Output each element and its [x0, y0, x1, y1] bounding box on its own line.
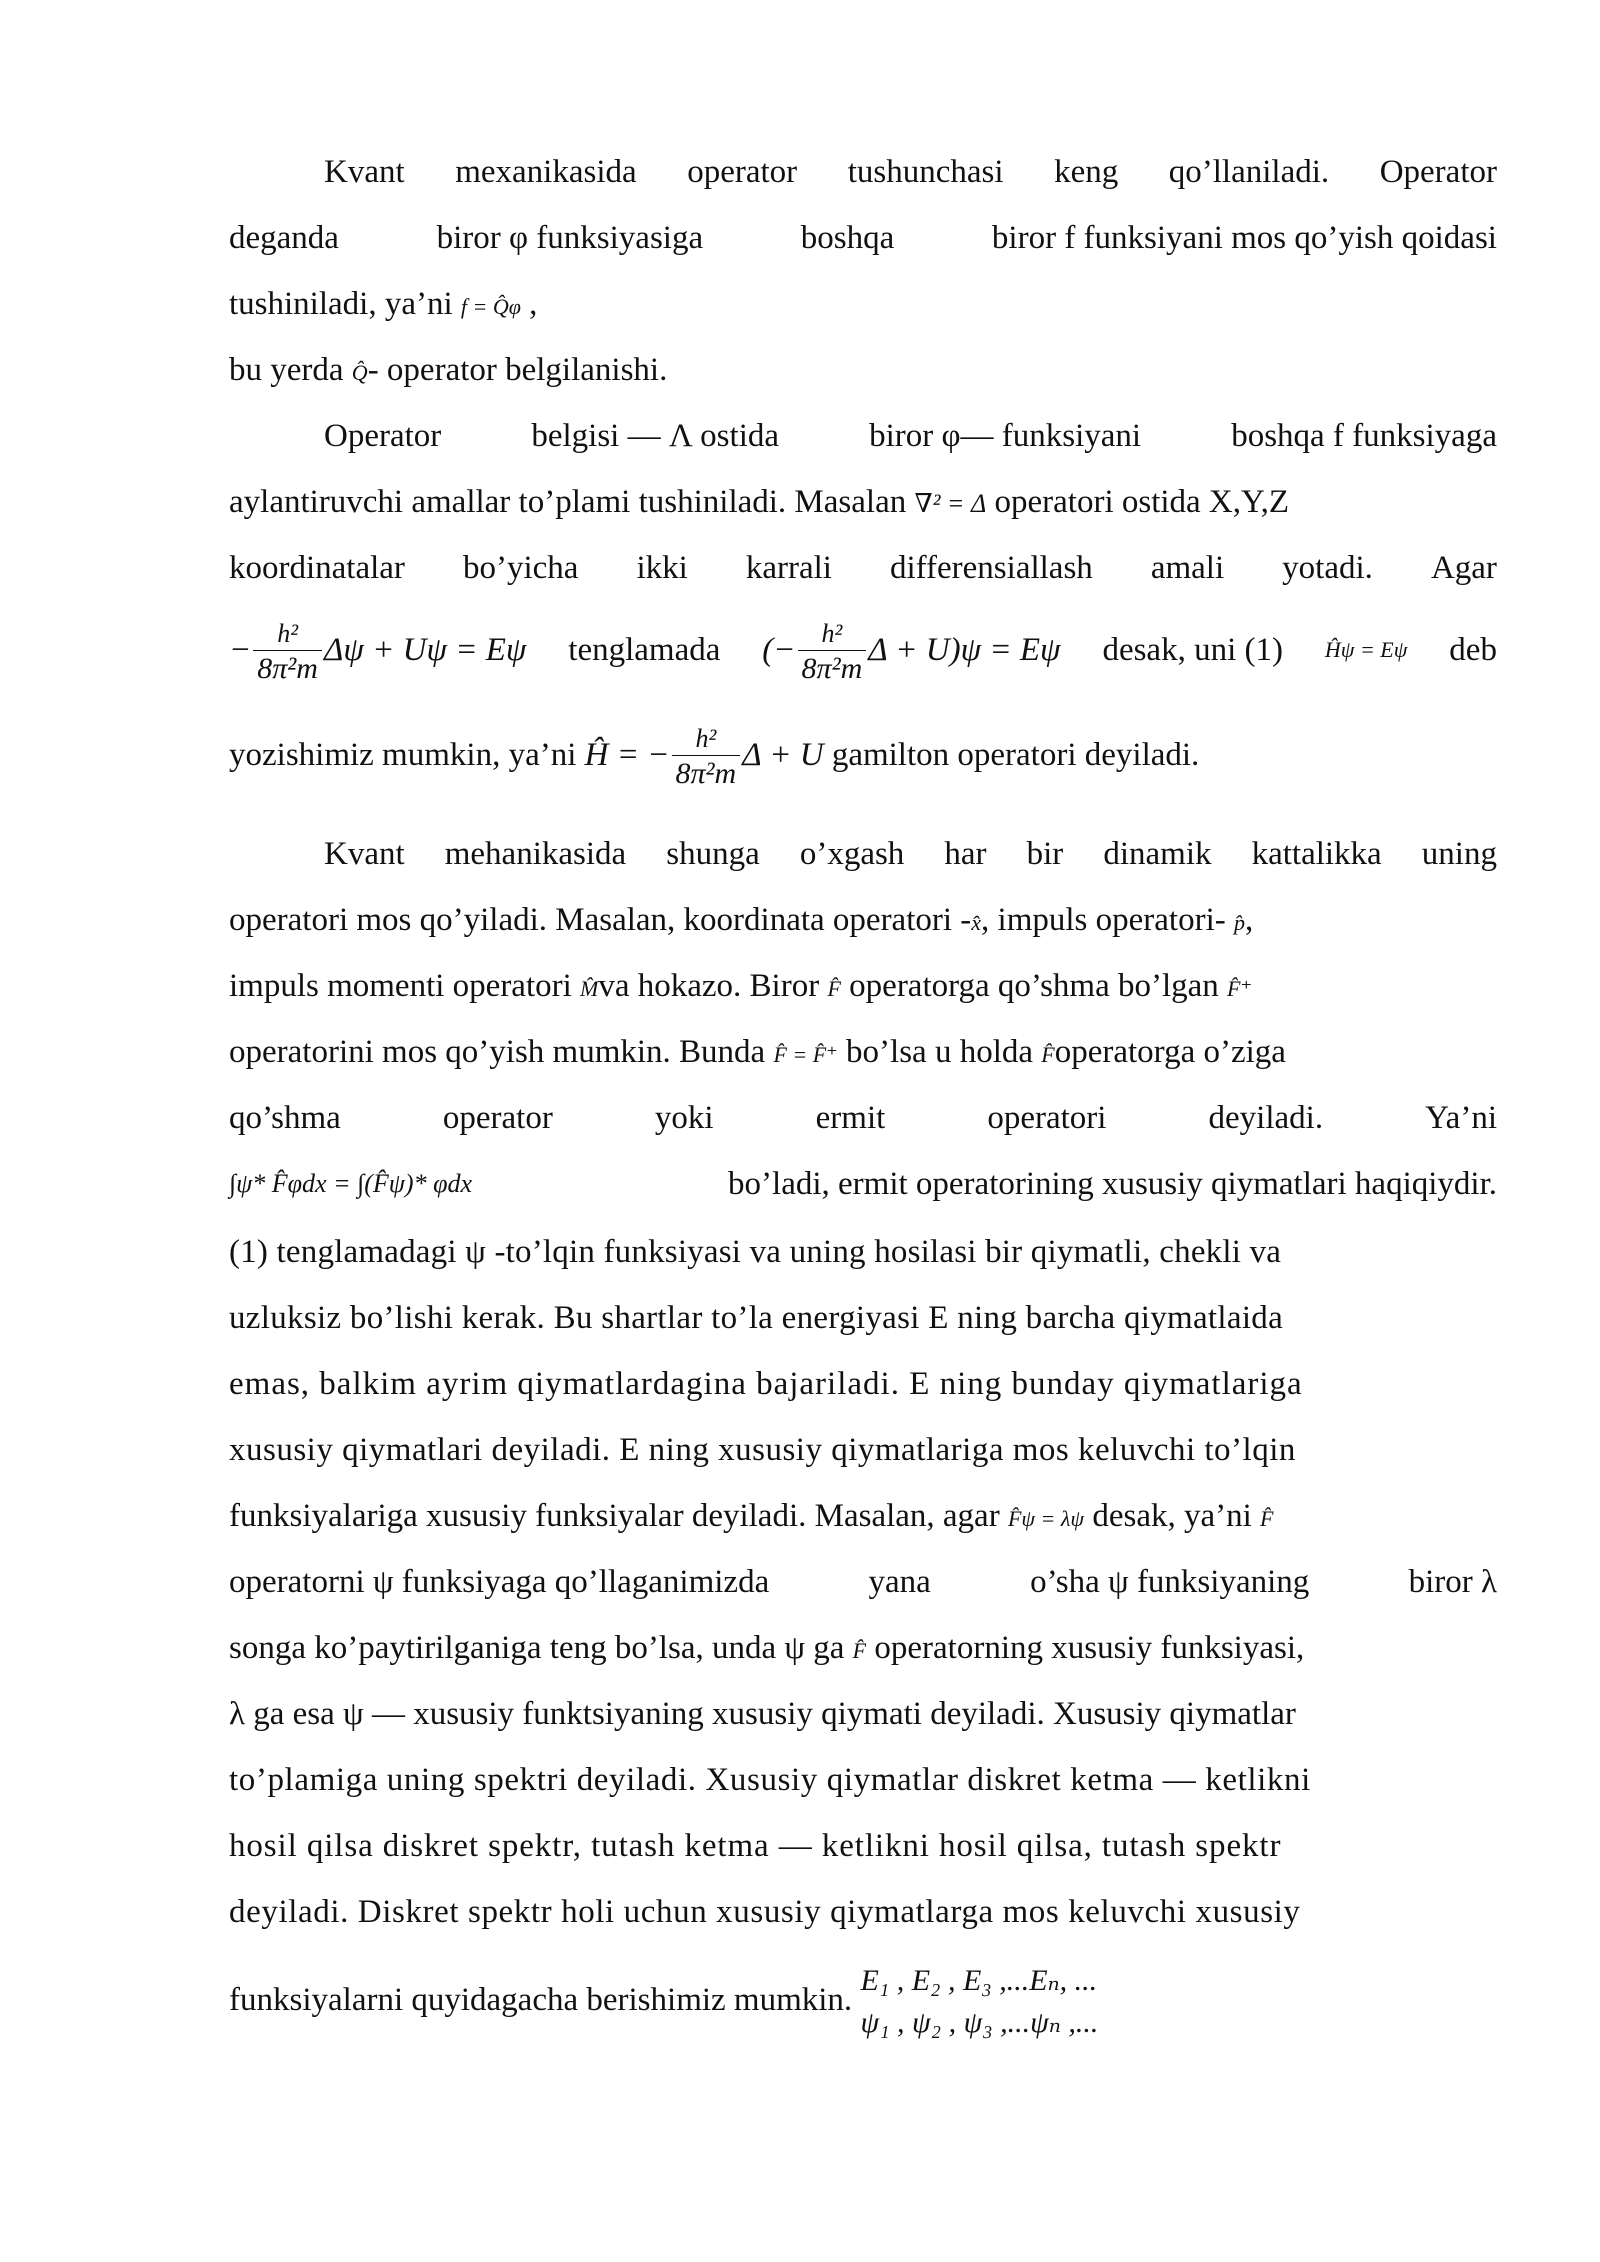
word: mexanikasida: [455, 154, 637, 190]
text-chunk: operatorning xususiy funksiyasi,: [874, 1630, 1305, 1666]
word: kattalikka: [1251, 836, 1382, 872]
text-chunk: o’sha ψ funksiyaning: [1030, 1564, 1310, 1600]
word: koordinatalar: [229, 550, 405, 586]
p3-line-9: emas, balkim ayrim qiymatlardagina bajariladi. E ning bunday qiymatlariga: [229, 1366, 1303, 1402]
text-chunk: desak, uni (1): [1102, 632, 1283, 668]
formula-q-hat: Q̂: [351, 360, 368, 385]
text-chunk: funksiyalarni quyidagacha berishimiz mumkin.: [229, 1982, 853, 2018]
word: yoki: [654, 1100, 714, 1136]
p3-line-2: [229, 898, 1497, 945]
word: amali: [1150, 550, 1225, 586]
p3-line-17: deyiladi. Diskret spektr holi uchun xususiy qiymatlarga mos keluvchi xususiy: [229, 1894, 1301, 1930]
formula-hermitian: F̂ = F̂⁺: [773, 1042, 838, 1067]
p1-line-2: [229, 216, 1497, 260]
eigenfunctions-row: ψ₁ , ψ₂ , ψ₃ ,...ψₙ ,...: [860, 2006, 1099, 2040]
p3-line-12: [229, 1560, 1497, 1604]
formula-eigen-equation: F̂ψ = λψ: [1007, 1506, 1085, 1531]
p1-line-3: [229, 282, 1497, 329]
p2-line-4: [229, 610, 1497, 690]
formula-f-equals-q-phi: f = Q̂φ: [460, 294, 521, 319]
word: Kvant: [324, 154, 405, 190]
text-chunk: ,: [529, 286, 538, 322]
text-chunk: tenglamada: [568, 632, 721, 668]
word: operator: [687, 154, 798, 190]
formula-f-hat: F̂: [1260, 1506, 1274, 1531]
p3-line-6: [229, 1162, 1497, 1206]
text-chunk: Operator: [324, 418, 442, 454]
word: operator: [442, 1100, 553, 1136]
word: har: [944, 836, 987, 872]
text-chunk: aylantiruvchi amallar to’plami tushiniladi. Masalan: [229, 484, 907, 520]
word: bo’yicha: [462, 550, 579, 586]
text-chunk: yana: [868, 1564, 931, 1600]
p2-line-1: [229, 414, 1497, 458]
p2-line-2: [229, 480, 1497, 526]
p3-line-8: uzluksiz bo’lishi kerak. Bu shartlar to’la energiyasi E ning barcha qiymatlaida: [229, 1300, 1284, 1336]
text-chunk: va hokazo. Biror: [598, 968, 820, 1004]
word: ermit: [815, 1100, 886, 1136]
formula-f-hat: F̂: [1041, 1042, 1055, 1067]
formula-f-hat-plus: F̂⁺: [1227, 976, 1253, 1001]
p3-line-11: [229, 1494, 1497, 1541]
text-chunk: ,: [1245, 902, 1254, 938]
text-chunk: yozishimiz mumkin, ya’ni: [229, 737, 577, 773]
p3-line-10: xususiy qiymatlari deyiladi. E ning xususiy qiymatlariga mos keluvchi to’lqin: [229, 1432, 1296, 1468]
word: operatori: [987, 1100, 1107, 1136]
p2-line-5: [229, 715, 1497, 795]
text-chunk: biror f funksiyani mos qo’yish qoidasi: [991, 220, 1497, 256]
word: keng: [1054, 154, 1119, 190]
eigenvalues-row: E₁ , E₂ , E₃ ,...Eₙ, ...: [860, 1964, 1098, 1998]
p3-line-16: hosil qilsa diskret spektr, tutash ketma — ketlikni hosil qilsa, tutash spektr: [229, 1828, 1282, 1864]
schrodinger-equation: − $\frac{\text{h²}}{\text{8π²m}}$ Δψ + Uψ = Eψ: [229, 618, 527, 685]
text-chunk: operatori mos qo’yiladi. Masalan, koordinata operatori -: [229, 902, 972, 938]
text-chunk: belgisi — Λ ostida: [531, 418, 780, 454]
formula-f-hat: F̂: [827, 976, 841, 1001]
text-chunk: , impuls operatori-: [981, 902, 1226, 938]
formula-x-hat: x̂: [971, 910, 982, 935]
word: dinamik: [1103, 836, 1212, 872]
text-chunk: deganda: [229, 220, 339, 256]
p3-line-4: [229, 1030, 1497, 1077]
text-chunk: biror φ— funksiyani: [869, 418, 1142, 454]
word: Ya’ni: [1425, 1100, 1497, 1136]
text-chunk: boshqa f funksiyaga: [1231, 418, 1497, 454]
formula-h-psi: Ĥψ = Eψ: [1324, 637, 1408, 662]
word: mehanikasida: [444, 836, 627, 872]
text-chunk: operatori ostida X,Y,Z: [994, 484, 1290, 520]
p2-line-3: [229, 546, 1497, 590]
formula-f-hat: F̂: [852, 1638, 867, 1663]
word: qo’shma: [229, 1100, 341, 1136]
text-chunk: bo’ladi, ermit operatorining xususiy qiymatlari haqiqiydir.: [728, 1166, 1497, 1202]
p3-line-18: [229, 1950, 1497, 2050]
text-chunk: tushiniladi, ya’ni: [229, 286, 453, 322]
word: o’xgash: [799, 836, 905, 872]
word: deyiladi.: [1208, 1100, 1324, 1136]
word: shunga: [666, 836, 760, 872]
text-chunk: operatorni ψ funksiyaga qo’llaganimizda: [229, 1564, 770, 1600]
text-chunk: boshqa: [800, 220, 895, 256]
text-chunk: funksiyalariga xususiy funksiyalar deyiladi. Masalan, agar: [229, 1498, 1000, 1534]
text-chunk: impuls momenti operatori: [229, 968, 572, 1004]
text-chunk: operatorini mos qo’yish mumkin. Bunda: [229, 1034, 766, 1070]
text-chunk: songa ko’paytirilganiga teng bo’lsa, unda ψ ga: [229, 1630, 845, 1666]
text-chunk: deb: [1449, 632, 1497, 668]
text-chunk: biror λ: [1408, 1564, 1497, 1600]
word: tushunchasi: [847, 154, 1004, 190]
operator-equation: (− $\frac{\text{h²}}{\text{8π²m}}$ Δ + U)ψ = Eψ: [762, 618, 1061, 685]
p3-line-15: to’plamiga uning spektri deyiladi. Xususiy qiymatlar diskret ketma — ketlikni: [229, 1762, 1311, 1798]
p1-line-4: [229, 348, 1497, 395]
text-chunk: desak, ya’ni: [1092, 1498, 1252, 1534]
p3-line-13: [229, 1626, 1497, 1673]
text-chunk: biror φ funksiyasiga: [436, 220, 704, 256]
formula-p-hat: p̂: [1234, 910, 1245, 935]
word: Kvant: [324, 836, 405, 872]
text-chunk: bo’lsa u holda: [846, 1034, 1034, 1070]
text-chunk: - operator belgilanishi.: [367, 352, 668, 388]
text-chunk: operatorga qo’shma bo’lgan: [849, 968, 1219, 1004]
p3-line-7: (1) tenglamadagi ψ -to’lqin funksiyasi va uning hosilasi bir qiymatli, chekli va: [229, 1234, 1282, 1270]
word: differensiallash: [889, 550, 1093, 586]
word: ikki: [636, 550, 688, 586]
p3-line-1: [229, 832, 1497, 876]
text-chunk: gamilton operatori deyiladi.: [831, 737, 1200, 773]
eigen-values-functions-list: [860, 1960, 1098, 2044]
p3-line-3: [229, 964, 1497, 1011]
word: Operator: [1379, 154, 1497, 190]
formula-integral: ∫ψ* F̂φdx = ∫(F̂ψ)* φdx: [229, 1169, 473, 1198]
formula-m-hat: M̂: [580, 976, 599, 1001]
text-chunk: bu yerda: [229, 352, 344, 388]
formula-nabla-squared: ∇² = Δ: [914, 489, 987, 518]
p3-line-14: λ ga esa ψ — xususiy funktsiyaning xususiy qiymati deyiladi. Xususiy qiymatlar: [229, 1696, 1296, 1732]
p1-line-1: [229, 150, 1497, 194]
word: bir: [1026, 836, 1064, 872]
word: yotadi.: [1282, 550, 1373, 586]
word: uning: [1421, 836, 1497, 872]
p3-line-5: [229, 1096, 1497, 1140]
text-chunk: operatorga o’ziga: [1054, 1034, 1286, 1070]
word: qo’llaniladi.: [1168, 154, 1330, 190]
hamiltonian-formula: Ĥ = − $\frac{\text{h²}}{\text{8π²m}}$ Δ + U: [584, 723, 824, 790]
word: Agar: [1430, 550, 1497, 586]
word: karrali: [745, 550, 832, 586]
